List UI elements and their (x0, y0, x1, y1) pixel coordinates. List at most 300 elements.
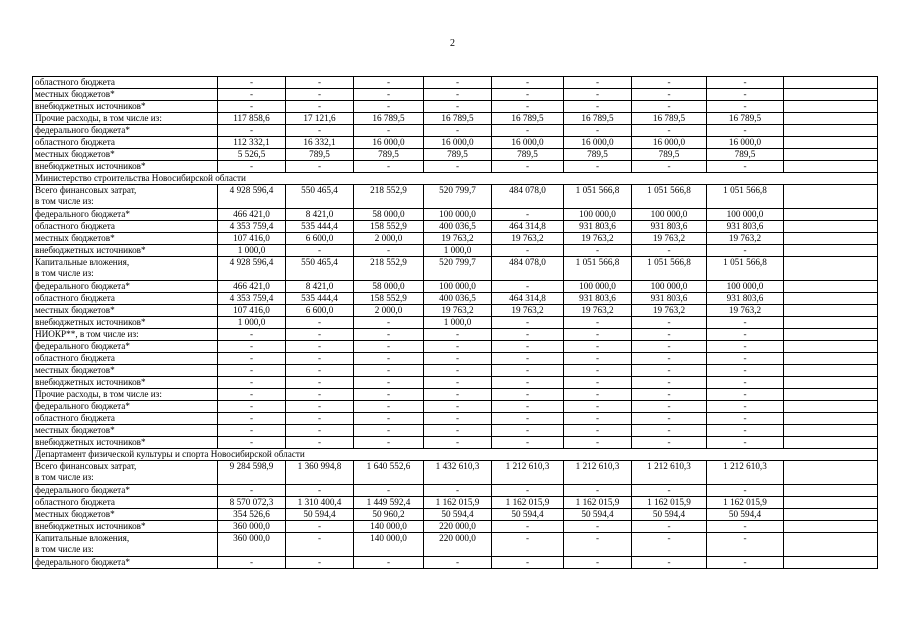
value-cell: 6 600,0 (286, 233, 354, 245)
value-cell: 100 000,0 (424, 281, 492, 293)
value-cell: 100 000,0 (564, 209, 632, 221)
value-cell: - (707, 245, 784, 257)
value-cell: 1 051 566,8 (632, 185, 707, 209)
table-row (33, 113, 878, 125)
value-cell: - (492, 125, 564, 137)
value-cell: 16 789,5 (354, 113, 424, 125)
value-cell (784, 257, 878, 281)
value-cell: - (564, 101, 632, 113)
page-number: 2 (450, 38, 455, 49)
value-cell (784, 497, 878, 509)
value-cell: - (492, 389, 564, 401)
value-cell: 19 763,2 (564, 305, 632, 317)
value-cell: - (286, 77, 354, 89)
value-cell: 535 444,4 (286, 221, 354, 233)
value-cell: 4 928 596,4 (218, 185, 286, 209)
row-label: Всего финансовых затрат, (35, 461, 137, 471)
value-cell: - (218, 353, 286, 365)
value-cell: 19 763,2 (492, 305, 564, 317)
value-cell: 220 000,0 (424, 533, 492, 557)
value-cell: - (218, 425, 286, 437)
value-cell: - (632, 521, 707, 533)
value-cell (784, 377, 878, 389)
row-label-cell (33, 101, 218, 113)
value-cell: 19 763,2 (424, 305, 492, 317)
value-cell: - (218, 485, 286, 497)
value-cell: 4 353 759,4 (218, 221, 286, 233)
value-cell: - (354, 125, 424, 137)
table-row (33, 245, 878, 257)
value-cell: - (564, 365, 632, 377)
value-cell: 1 212 610,3 (564, 461, 632, 485)
table-row (33, 521, 878, 533)
value-cell: 4 928 596,4 (218, 257, 286, 281)
value-cell: - (707, 125, 784, 137)
value-cell: - (354, 425, 424, 437)
row-label: федерального бюджета* (35, 401, 130, 411)
row-label-cell (33, 293, 218, 305)
row-label-cell (33, 233, 218, 245)
row-label-cell (33, 353, 218, 365)
value-cell: - (492, 521, 564, 533)
value-cell: - (424, 77, 492, 89)
table-row (33, 137, 878, 149)
value-cell: - (632, 353, 707, 365)
row-label-cell (33, 305, 218, 317)
value-cell (784, 305, 878, 317)
value-cell: - (286, 401, 354, 413)
value-cell: - (492, 161, 564, 173)
table-row (33, 89, 878, 101)
row-label: областного бюджета (35, 293, 115, 303)
value-cell: 464 314,8 (492, 293, 564, 305)
value-cell: 360 000,0 (218, 521, 286, 533)
row-label: местных бюджетов* (35, 89, 115, 99)
value-cell: 6 600,0 (286, 305, 354, 317)
value-cell: 931 803,6 (564, 221, 632, 233)
row-label-cell (33, 521, 218, 533)
value-cell (784, 209, 878, 221)
row-label: местных бюджетов* (35, 233, 115, 243)
row-label-continuation: в том числе из: (35, 268, 94, 278)
value-cell (784, 101, 878, 113)
value-cell: - (564, 329, 632, 341)
value-cell: 1 000,0 (218, 317, 286, 329)
value-cell: 9 284 598,9 (218, 461, 286, 485)
value-cell: 19 763,2 (564, 233, 632, 245)
value-cell: 1 432 610,3 (424, 461, 492, 485)
value-cell: 520 799,7 (424, 185, 492, 209)
value-cell: 220 000,0 (424, 521, 492, 533)
value-cell: 1 051 566,8 (632, 257, 707, 281)
value-cell: - (632, 125, 707, 137)
value-cell: 17 121,6 (286, 113, 354, 125)
value-cell: 4 353 759,4 (218, 293, 286, 305)
value-cell: 140 000,0 (354, 533, 424, 557)
value-cell: - (707, 365, 784, 377)
table-row (33, 233, 878, 245)
value-cell: - (424, 341, 492, 353)
value-cell (784, 557, 878, 569)
value-cell (784, 113, 878, 125)
row-label: федерального бюджета* (35, 341, 130, 351)
value-cell: - (632, 437, 707, 449)
value-cell: 19 763,2 (707, 305, 784, 317)
value-cell: - (218, 389, 286, 401)
section-title: Министерство строительства Новосибирской области (33, 173, 878, 185)
row-label-cell (33, 461, 218, 485)
value-cell (784, 317, 878, 329)
value-cell (784, 161, 878, 173)
row-label: областного бюджета (35, 353, 115, 363)
row-label-cell (33, 365, 218, 377)
table-row (33, 533, 878, 557)
table-row (33, 305, 878, 317)
value-cell (784, 245, 878, 257)
row-label-cell (33, 149, 218, 161)
value-cell: - (707, 413, 784, 425)
value-cell: 50 594,4 (424, 509, 492, 521)
value-cell: - (564, 245, 632, 257)
value-cell: - (632, 341, 707, 353)
table-row (33, 281, 878, 293)
value-cell: - (707, 341, 784, 353)
value-cell: - (354, 353, 424, 365)
row-label: внебюджетных источников* (35, 161, 146, 171)
value-cell: - (286, 161, 354, 173)
value-cell: - (707, 377, 784, 389)
value-cell: 158 552,9 (354, 293, 424, 305)
value-cell: - (564, 389, 632, 401)
row-label-cell (33, 161, 218, 173)
value-cell: 484 078,0 (492, 185, 564, 209)
value-cell: - (354, 437, 424, 449)
row-label: НИОКР**, в том числе из: (35, 329, 139, 339)
value-cell: - (354, 101, 424, 113)
value-cell: 19 763,2 (492, 233, 564, 245)
value-cell: - (286, 125, 354, 137)
value-cell: - (492, 245, 564, 257)
value-cell: 19 763,2 (632, 305, 707, 317)
value-cell: 16 000,0 (632, 137, 707, 149)
value-cell: 550 465,4 (286, 257, 354, 281)
row-label-cell (33, 89, 218, 101)
row-label: местных бюджетов* (35, 425, 115, 435)
value-cell (784, 125, 878, 137)
value-cell: - (354, 377, 424, 389)
value-cell: - (354, 245, 424, 257)
value-cell: - (218, 401, 286, 413)
value-cell: - (424, 437, 492, 449)
row-label-cell (33, 209, 218, 221)
row-label-cell (33, 245, 218, 257)
value-cell: - (286, 341, 354, 353)
row-label: областного бюджета (35, 137, 115, 147)
value-cell: - (707, 521, 784, 533)
value-cell: - (564, 413, 632, 425)
value-cell: 50 594,4 (492, 509, 564, 521)
value-cell: - (424, 389, 492, 401)
table-row (33, 317, 878, 329)
row-label: внебюджетных источников* (35, 437, 146, 447)
value-cell: - (492, 557, 564, 569)
value-cell: - (564, 125, 632, 137)
value-cell: - (424, 353, 492, 365)
value-cell: - (564, 521, 632, 533)
table-row (33, 149, 878, 161)
table-row (33, 101, 878, 113)
value-cell: - (492, 329, 564, 341)
section-header-row (33, 449, 878, 461)
row-label: внебюджетных источников* (35, 317, 146, 327)
row-label-cell (33, 413, 218, 425)
value-cell: 789,5 (286, 149, 354, 161)
value-cell: - (424, 413, 492, 425)
value-cell: 58 000,0 (354, 209, 424, 221)
value-cell: - (286, 245, 354, 257)
table-row (33, 497, 878, 509)
value-cell: - (564, 317, 632, 329)
value-cell: 1 212 610,3 (632, 461, 707, 485)
value-cell: - (286, 377, 354, 389)
value-cell: - (632, 401, 707, 413)
value-cell: 400 036,5 (424, 221, 492, 233)
value-cell: - (354, 365, 424, 377)
row-label-cell (33, 77, 218, 89)
row-label: местных бюджетов* (35, 305, 115, 315)
row-label: местных бюджетов* (35, 365, 115, 375)
value-cell: - (354, 77, 424, 89)
value-cell (784, 437, 878, 449)
value-cell: - (286, 557, 354, 569)
value-cell: 789,5 (354, 149, 424, 161)
value-cell: - (707, 77, 784, 89)
value-cell: 218 552,9 (354, 185, 424, 209)
value-cell: 1 310 400,4 (286, 497, 354, 509)
value-cell: - (218, 89, 286, 101)
value-cell: - (632, 89, 707, 101)
value-cell: 1 162 015,9 (424, 497, 492, 509)
value-cell: 8 570 072,3 (218, 497, 286, 509)
value-cell (784, 329, 878, 341)
value-cell: - (632, 245, 707, 257)
table-row (33, 461, 878, 485)
value-cell: - (492, 341, 564, 353)
row-label-cell (33, 281, 218, 293)
value-cell (784, 149, 878, 161)
value-cell: - (492, 317, 564, 329)
value-cell: 16 000,0 (707, 137, 784, 149)
table-row (33, 293, 878, 305)
value-cell: - (492, 209, 564, 221)
value-cell: 550 465,4 (286, 185, 354, 209)
value-cell: - (632, 485, 707, 497)
value-cell: 1 212 610,3 (707, 461, 784, 485)
row-label: Прочие расходы, в том числе из: (35, 113, 162, 123)
value-cell: - (354, 485, 424, 497)
table-row (33, 257, 878, 281)
value-cell: 100 000,0 (632, 281, 707, 293)
value-cell (784, 485, 878, 497)
value-cell (784, 293, 878, 305)
table-row (33, 389, 878, 401)
value-cell: - (424, 365, 492, 377)
value-cell: - (286, 533, 354, 557)
value-cell: 16 000,0 (354, 137, 424, 149)
value-cell: 2 000,0 (354, 305, 424, 317)
table-body (33, 77, 878, 569)
value-cell: - (286, 353, 354, 365)
value-cell: - (354, 317, 424, 329)
row-label-cell (33, 125, 218, 137)
value-cell: - (286, 317, 354, 329)
row-label-continuation: в том числе из: (35, 472, 94, 482)
row-label-cell (33, 341, 218, 353)
row-label-cell (33, 437, 218, 449)
table-row (33, 509, 878, 521)
value-cell: 466 421,0 (218, 209, 286, 221)
value-cell: 789,5 (564, 149, 632, 161)
value-cell: 1 051 566,8 (707, 185, 784, 209)
value-cell: - (492, 533, 564, 557)
value-cell: 16 000,0 (564, 137, 632, 149)
row-label: областного бюджета (35, 77, 115, 87)
row-label: местных бюджетов* (35, 149, 115, 159)
value-cell (784, 341, 878, 353)
value-cell: - (707, 161, 784, 173)
row-label-cell (33, 401, 218, 413)
row-label-cell (33, 377, 218, 389)
value-cell: - (492, 89, 564, 101)
value-cell: - (286, 365, 354, 377)
value-cell (784, 89, 878, 101)
value-cell: - (218, 77, 286, 89)
row-label-cell (33, 509, 218, 521)
value-cell: 1 360 994,8 (286, 461, 354, 485)
value-cell: - (492, 377, 564, 389)
row-label-cell (33, 317, 218, 329)
value-cell: 789,5 (707, 149, 784, 161)
value-cell: - (707, 101, 784, 113)
value-cell: - (632, 533, 707, 557)
value-cell: - (632, 77, 707, 89)
value-cell: - (632, 377, 707, 389)
value-cell: - (424, 377, 492, 389)
row-label: областного бюджета (35, 413, 115, 423)
value-cell: - (218, 377, 286, 389)
value-cell: - (632, 317, 707, 329)
value-cell: 535 444,4 (286, 293, 354, 305)
value-cell: 58 000,0 (354, 281, 424, 293)
value-cell (784, 521, 878, 533)
row-label-cell (33, 533, 218, 557)
table-row (33, 209, 878, 221)
value-cell: 520 799,7 (424, 257, 492, 281)
value-cell: - (286, 425, 354, 437)
value-cell: - (632, 389, 707, 401)
value-cell: - (564, 401, 632, 413)
value-cell: 16 000,0 (424, 137, 492, 149)
value-cell: - (218, 341, 286, 353)
value-cell: - (632, 413, 707, 425)
value-cell: - (707, 437, 784, 449)
value-cell: 360 000,0 (218, 533, 286, 557)
value-cell: - (286, 413, 354, 425)
row-label: областного бюджета (35, 497, 115, 507)
table-row (33, 353, 878, 365)
value-cell: - (492, 413, 564, 425)
value-cell (784, 281, 878, 293)
value-cell: - (218, 125, 286, 137)
value-cell: - (564, 161, 632, 173)
table-row (33, 485, 878, 497)
row-label: внебюджетных источников* (35, 377, 146, 387)
value-cell: - (218, 557, 286, 569)
value-cell: 100 000,0 (564, 281, 632, 293)
row-label: Всего финансовых затрат, (35, 185, 137, 195)
value-cell: 1 000,0 (424, 317, 492, 329)
value-cell: - (286, 437, 354, 449)
value-cell: 19 763,2 (424, 233, 492, 245)
value-cell: 1 162 015,9 (632, 497, 707, 509)
value-cell: - (286, 521, 354, 533)
row-label-cell (33, 221, 218, 233)
value-cell: - (424, 89, 492, 101)
value-cell: - (354, 413, 424, 425)
value-cell: - (564, 89, 632, 101)
value-cell: 1 051 566,8 (564, 185, 632, 209)
value-cell: 1 051 566,8 (564, 257, 632, 281)
value-cell: 789,5 (492, 149, 564, 161)
value-cell: 140 000,0 (354, 521, 424, 533)
row-label-cell (33, 257, 218, 281)
row-label-cell (33, 389, 218, 401)
value-cell: - (707, 485, 784, 497)
value-cell: 100 000,0 (707, 209, 784, 221)
value-cell: 100 000,0 (707, 281, 784, 293)
value-cell: - (424, 425, 492, 437)
value-cell: - (492, 485, 564, 497)
row-label-cell (33, 113, 218, 125)
value-cell: - (424, 485, 492, 497)
value-cell (784, 413, 878, 425)
value-cell: 100 000,0 (424, 209, 492, 221)
value-cell (784, 185, 878, 209)
value-cell: - (354, 389, 424, 401)
value-cell: 19 763,2 (707, 233, 784, 245)
budget-table (32, 76, 878, 569)
value-cell: 158 552,9 (354, 221, 424, 233)
value-cell: - (564, 485, 632, 497)
row-label: федерального бюджета* (35, 125, 130, 135)
row-label-cell (33, 185, 218, 209)
value-cell: 484 078,0 (492, 257, 564, 281)
table-row (33, 413, 878, 425)
table-row (33, 377, 878, 389)
row-label-cell (33, 425, 218, 437)
value-cell: 50 594,4 (564, 509, 632, 521)
value-cell (784, 509, 878, 521)
value-cell: - (354, 329, 424, 341)
value-cell: - (707, 533, 784, 557)
value-cell: 931 803,6 (564, 293, 632, 305)
value-cell: - (492, 77, 564, 89)
value-cell: 50 594,4 (632, 509, 707, 521)
value-cell: 50 594,4 (707, 509, 784, 521)
value-cell: - (492, 101, 564, 113)
value-cell: - (354, 341, 424, 353)
row-label: федерального бюджета* (35, 281, 130, 291)
